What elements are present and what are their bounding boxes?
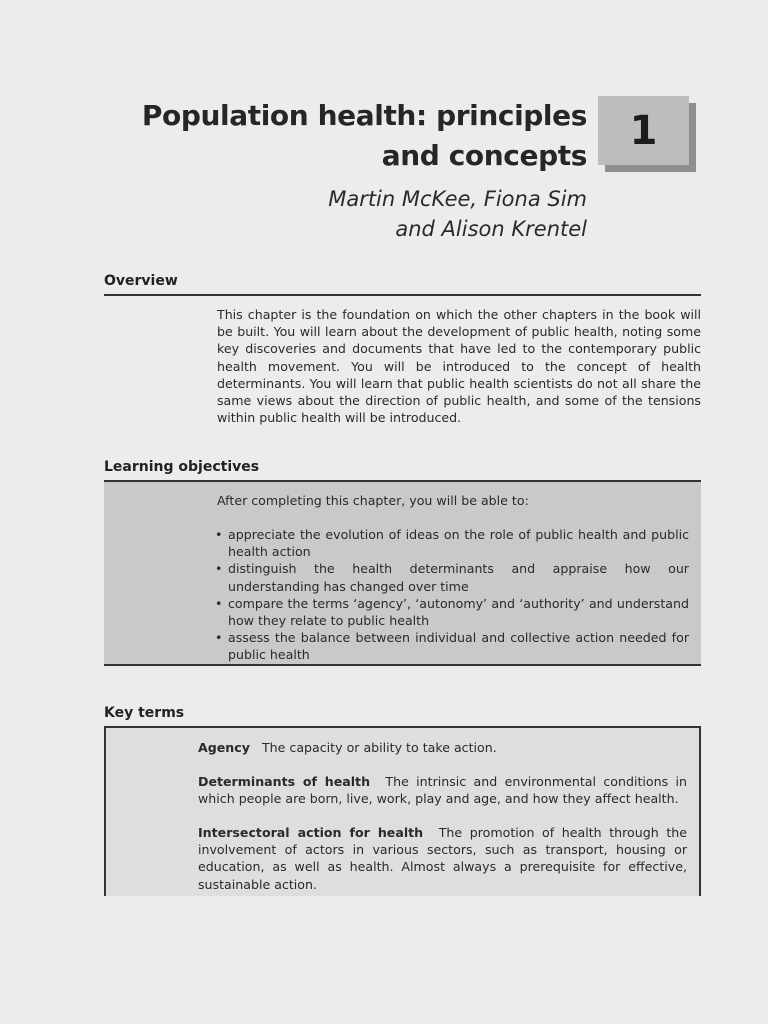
objectives-intro: After completing this chapter, you will be able to: [217,493,529,508]
objective-text: assess the balance between individual and collective action needed for public health [228,630,689,663]
key-term-intersectoral [198,824,687,893]
chapter-number-box [598,96,689,165]
chapter-title-block [117,96,587,244]
bullet-icon: • [215,527,223,542]
overview-divider [104,294,701,296]
learning-objectives-heading: Learning objectives [104,459,260,475]
bullet-icon: • [215,630,223,646]
chapter-authors [117,184,587,244]
term-definition: The intrinsic and environmental conditions in which people are born, live, work, play and age, and how they affect health. [198,774,687,807]
chapter-number: 1 [629,107,658,154]
objectives-list [215,526,689,664]
term-definition: The capacity or ability to take action. [261,740,497,755]
chapter-title [117,96,587,176]
objective-item [215,526,689,560]
bullet-icon: • [215,595,223,611]
overview-text: This chapter is the foundation on which the other chapters in the book will be built. You will learn about the development of public health, noting some key discoveries and documents that have led to the contemporary public health movement. You will be introduced to the concept of health determinants. You will learn that public health scientists do not all share the same views about the direction of public health, and some of the tensions within public health will be introduced. [217,307,701,426]
term-name: Intersectoral action for health [198,825,424,840]
key-terms-heading: Key terms [104,705,185,721]
chapter-title-line-2: and concepts [381,139,587,172]
term-name: Determinants of health [198,774,371,789]
learning-objectives-box [104,480,701,666]
objective-item [215,595,689,629]
key-term-agency [198,739,687,756]
authors-line-1: Martin McKee, Fiona Sim [328,187,587,211]
authors-line-2: and Alison Krentel [395,217,587,241]
objective-text: appreciate the evolution of ideas on the role of public health and public health action [228,527,689,560]
term-definition: The promotion of health through the involvement of actors in various sectors, such as transport, housing or education, as well as health. Almost always a prerequisite for effective, sustainable action. [198,825,687,892]
objective-item [215,560,689,594]
chapter-title-line-1: Population health: principles [141,99,587,132]
overview-heading: Overview [104,273,178,289]
objective-text: compare the terms ‘agency’, ‘autonomy’ and ‘authority’ and understand how they relate to public health [228,595,689,629]
term-name: Agency [198,740,250,755]
bullet-icon: • [215,561,223,577]
key-terms-box [104,726,701,896]
objective-item [215,629,689,663]
key-term-determinants [198,773,687,807]
objective-text: distinguish the health determinants and appraise how our understanding has changed over time [228,561,689,594]
